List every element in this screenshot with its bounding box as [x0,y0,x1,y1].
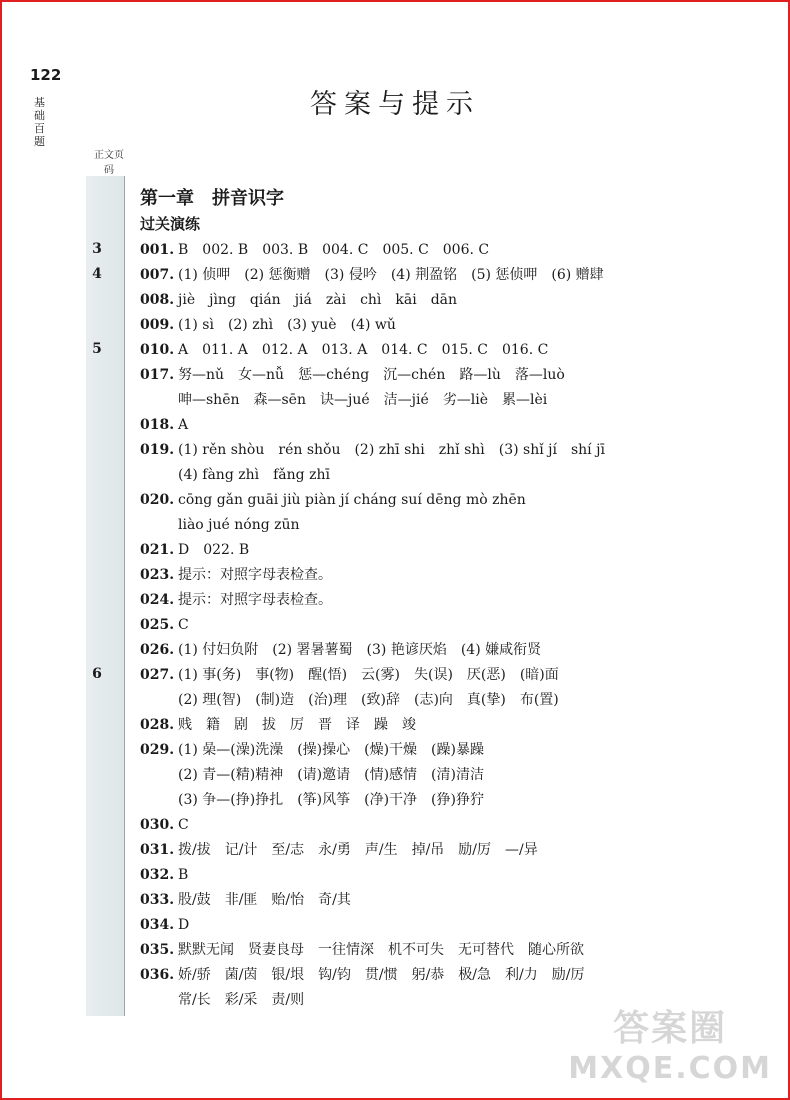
answer-text: C [178,617,189,633]
answer-text: B [178,867,189,883]
answer-number: 029. [140,742,175,758]
page-ref-gutter [86,176,125,1016]
answer-text: (4) fàng zhì fǎng zhī [178,467,330,483]
answer-text: B 002. B 003. B 004. C 005. C 006. C [178,242,490,258]
answer-line [140,563,740,588]
answer-line [140,263,740,288]
page-ref-number: 3 [92,241,102,257]
answer-line [140,288,740,313]
answer-text: (1) 侦呷 (2) 惩衡赠 (3) 侵吟 (4) 荆盈铭 (5) 惩侦呷 (6) 赠肆 [178,267,604,283]
answer-line [140,588,740,613]
answer-text: (2) 青—(精)精神 (请)邀请 (情)感情 (清)清洁 [178,767,484,783]
answer-text: C [178,817,189,833]
answer-number: 024. [140,592,175,608]
answer-line [140,413,740,438]
answer-number: 018. [140,417,175,433]
answer-text: (1) sì (2) zhì (3) yuè (4) wǔ [178,317,396,333]
answer-number: 023. [140,567,175,583]
answer-text: (3) 争—(挣)挣扎 (筝)风筝 (净)干净 (狰)狰狞 [178,792,484,808]
answer-number: 035. [140,942,175,958]
answer-line [140,788,740,813]
answer-text: (1) 喿—(澡)洗澡 (操)操心 (燥)干燥 (躁)暴躁 [178,742,484,758]
answer-text: D [178,917,190,933]
answer-text: D 022. B [178,542,250,558]
answer-text: 拨/拔 记/计 至/志 永/勇 声/生 掉/吊 励/厉 —/异 [178,842,538,858]
answer-number: 019. [140,442,175,458]
answer-line [140,813,740,838]
answer-number: 020. [140,492,175,508]
answer-number: 034. [140,917,175,933]
answer-line [140,638,740,663]
answer-text: 娇/骄 菌/茵 银/垠 钩/钧 贯/惯 躬/恭 极/急 利/力 励/厉 [178,967,585,983]
answer-text: (1) 事(务) 事(物) 醒(悟) 云(雾) 失(误) 厌(恶) (暗)面 [178,667,559,683]
answer-text: 努—nǔ 女—nǚ 惩—chéng 沉—chén 路—lù 落—luò [178,367,565,383]
page-ref-number: 4 [92,266,102,282]
answer-number: 008. [140,292,175,308]
answer-line [140,363,740,388]
answer-line [140,663,740,688]
answer-number: 036. [140,967,175,983]
page-number: 122 [30,66,62,84]
answer-number: 001. [140,242,175,258]
answer-line [140,738,740,763]
answer-number: 021. [140,542,175,558]
watermark-line-1: 答案圈 [613,1008,728,1049]
answer-number: 007. [140,267,175,283]
answer-text: cōng gǎn guāi jiù piàn jí cháng suí dēng mò zhēn [178,492,526,508]
answer-text: A [178,417,189,433]
watermark-line-2: MXQE.COM [568,1051,772,1086]
answer-number: 033. [140,892,175,908]
answer-text: 呻—shēn 森—sēn 诀—jué 洁—jié 劣—liè 累—lèi [178,392,548,408]
side-label: 基础百题 [34,96,45,148]
answer-number: 030. [140,817,175,833]
answer-number: 031. [140,842,175,858]
answer-number: 017. [140,367,175,383]
answer-line [140,838,740,863]
page-title: 答案与提示 [310,89,480,120]
answer-number: 027. [140,667,175,683]
answer-text: 提示：对照字母表检查。 [178,567,332,583]
answer-text: jiè jìng qián jiá zài chì kāi dān [178,292,458,308]
answer-line [140,438,740,463]
answer-line [140,238,740,263]
answer-line [140,913,740,938]
answer-line [140,338,740,363]
answer-text: 默默无闻 贤妻良母 一往情深 机不可失 无可替代 随心所欲 [178,942,584,958]
answer-line [140,963,740,988]
column-head: 正文页码 [94,150,124,176]
answer-line [140,688,740,713]
answer-line [140,888,740,913]
answer-text: (2) 理(智) (制)造 (治)理 (致)辞 (志)向 真(挚) 布(置) [178,692,559,708]
answer-line [140,513,740,538]
answer-line [140,938,740,963]
answer-line [140,463,740,488]
answer-text: (1) 付妇负附 (2) 署暑薯蜀 (3) 艳谚厌焰 (4) 嫌咸衔贤 [178,642,542,658]
answer-number: 010. [140,342,175,358]
answer-text: 提示：对照字母表检查。 [178,592,332,608]
page-ref-number: 6 [92,666,102,682]
answer-line [140,613,740,638]
page-ref-number: 5 [92,341,102,357]
answer-number: 026. [140,642,175,658]
answer-text: 股/鼓 非/匪 贻/怡 奇/其 [178,892,351,908]
answer-text: (1) rěn shòu rén shǒu (2) zhī shi zhǐ shì (3) shǐ jí shí jī [178,442,605,458]
chapter-heading: 第一章 拼音识字 [140,188,284,209]
answer-line [140,313,740,338]
answer-number: 028. [140,717,175,733]
section-subheading: 过关演练 [140,215,201,233]
answer-line [140,538,740,563]
answer-line [140,713,740,738]
answer-line [140,488,740,513]
answer-text: liào jué nóng zūn [178,517,300,533]
answer-text: A 011. A 012. A 013. A 014. C 015. C 016. C [178,342,549,358]
answer-line [140,863,740,888]
answer-list [140,238,740,1013]
answer-number: 025. [140,617,175,633]
watermark-logo [568,1000,772,1086]
answer-text: 常/长 彩/采 责/则 [178,992,305,1008]
answer-number: 032. [140,867,175,883]
answer-line [140,763,740,788]
answer-line [140,388,740,413]
answer-number: 009. [140,317,175,333]
answer-text: 贱 籍 剧 拔 厉 晋 译 躁 竣 [178,717,416,733]
